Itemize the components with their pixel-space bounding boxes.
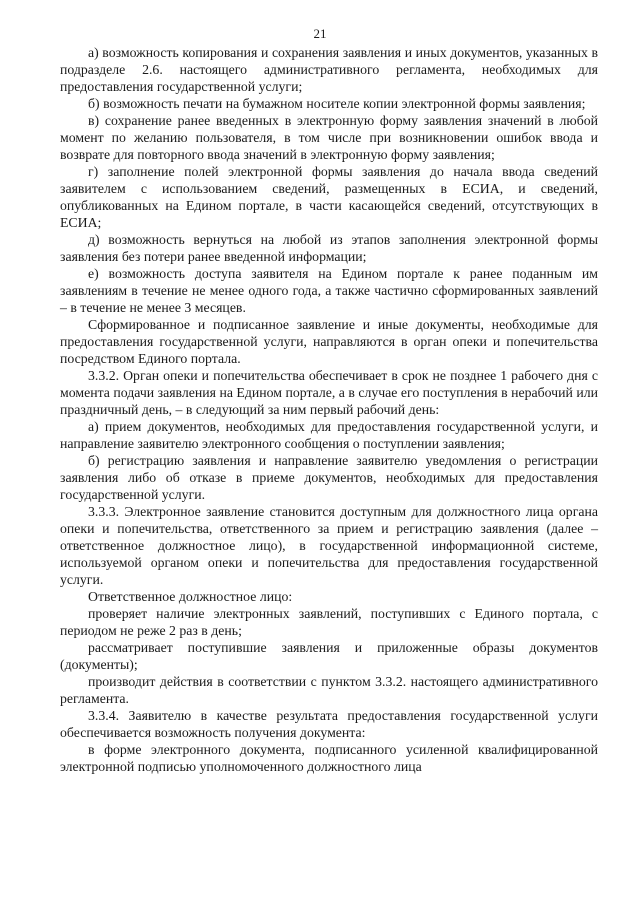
paragraph-responsible-official: Ответственное должностное лицо: <box>88 589 293 604</box>
document-body <box>60 44 598 775</box>
paragraph-checks-applications: проверяет наличие электронных заявлений, поступивших с Единого портала, с периодом не реже 2 раз в день; <box>60 606 598 638</box>
paragraph-item-a-copy-save: а) возможность копирования и сохранения заявления и иных документов, указанных в подразделе 2.6. настоящего административного регламента, необходимых для предоставления государственной услуги; <box>60 45 598 94</box>
paragraph-submission: Сформированное и подписанное заявление и иные документы, необходимые для предоставления государственной услуги, направляются в орган опеки и попечительства посредством Единого портала. <box>60 317 598 366</box>
paragraph-3-3-3: 3.3.3. Электронное заявление становится доступным для должностного лица органа опеки и попечительства, ответственного за прием и регистрацию заявления (далее – ответственное должностное лицо), в государственной информационной системе, используемой органом опеки и попечительства для предоставления государственной услуги. <box>60 504 598 587</box>
paragraph-electronic-document: в форме электронного документа, подписанного усиленной квалифицированной электронной подписью уполномоченного должностного лица <box>60 742 598 774</box>
paragraph-3-3-4: 3.3.4. Заявителю в качестве результата предоставления государственной услуги обеспечивается возможность получения документа: <box>60 708 598 740</box>
paragraph-3-3-2-a: а) прием документов, необходимых для предоставления государственной услуги, и направление заявителю электронного сообщения о поступлении заявления; <box>60 419 598 451</box>
paragraph-item-g-prefill: г) заполнение полей электронной формы заявления до начала ввода сведений заявителем с использованием сведений, размещенных в ЕСИА, и сведений, опубликованных на Едином портале, в части касающейся сведений, отсутствующих в ЕСИА; <box>60 164 598 230</box>
paragraph-item-d-return-step: д) возможность вернуться на любой из этапов заполнения электронной формы заявления без потери ранее введенной информации; <box>60 232 598 264</box>
paragraph-item-v-save-values: в) сохранение ранее введенных в электронную форму заявления значений в любой момент по желанию пользователя, в том числе при возникновении ошибок ввода и возврате для повторного ввода значений в электронную форму заявления; <box>60 113 598 162</box>
page-number: 21 <box>313 26 327 41</box>
paragraph-3-3-2-b: б) регистрацию заявления и направление заявителю уведомления о регистрации заявления либо об отказе в приеме документов, необходимых для предоставления государственной услуги. <box>60 453 598 502</box>
paragraph-item-b-print: б) возможность печати на бумажном носителе копии электронной формы заявления; <box>88 96 586 111</box>
paragraph-3-3-2: 3.3.2. Орган опеки и попечительства обеспечивает в срок не позднее 1 рабочего дня с момента подачи заявления на Едином портале, а в случае его поступления в нерабочий или праздничный день, – в следующий за ним первый рабочий день: <box>60 368 598 417</box>
paragraph-item-e-access-history: е) возможность доступа заявителя на Едином портале к ранее поданным им заявлениям в течение не менее одного года, а также частично сформированных заявлений – в течение не менее 3 месяцев. <box>60 266 598 315</box>
paragraph-reviews-applications: рассматривает поступившие заявления и приложенные образы документов (документы); <box>60 640 598 672</box>
paragraph-performs-actions: производит действия в соответствии с пунктом 3.3.2. настоящего административного регламента. <box>60 674 598 706</box>
